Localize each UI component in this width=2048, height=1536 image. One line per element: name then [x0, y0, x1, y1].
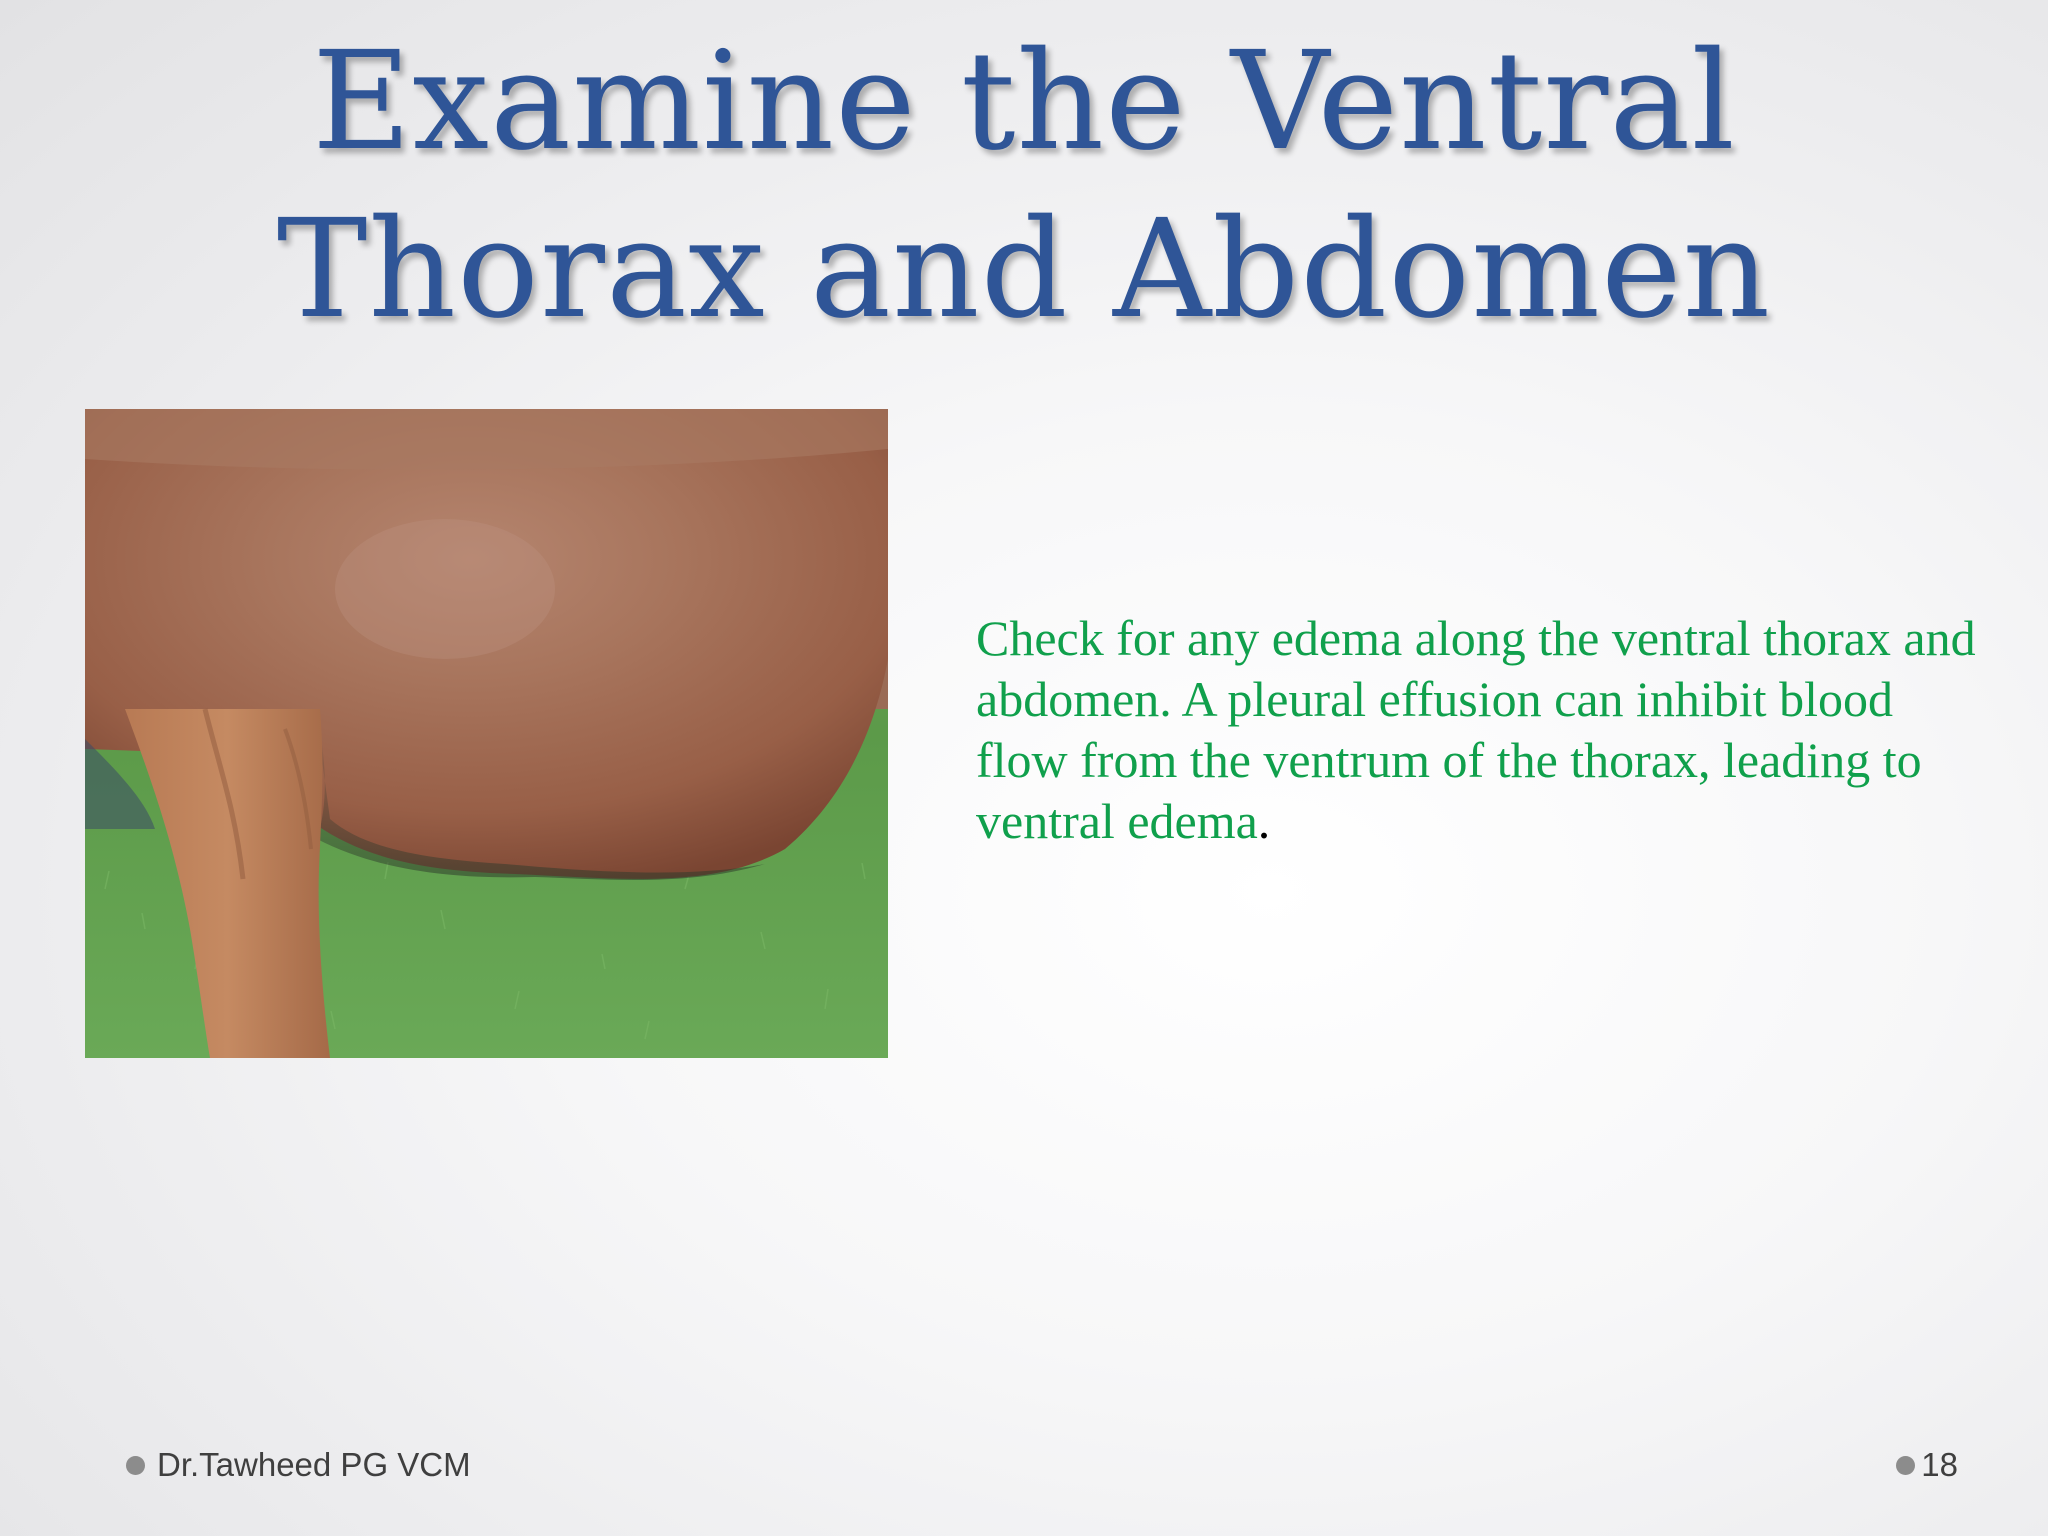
body-text-period: . — [1257, 793, 1271, 849]
title-line-1: Examine the Ventral — [312, 23, 1736, 181]
body-text-main: Check for any edema along the ventral thorax and abdomen. A pleural effusion can inhibit blood flow from the ventrum of the thorax, leading to ventral edema — [976, 610, 1976, 849]
slide-number — [1896, 1446, 1958, 1484]
page-bullet-icon — [1896, 1456, 1915, 1475]
footer-author — [126, 1446, 471, 1484]
slide-title — [0, 18, 2048, 354]
footer-author-text: Dr.Tawheed PG VCM — [157, 1446, 471, 1483]
horse-abdomen-photo — [85, 409, 888, 1058]
footer-bullet-icon — [126, 1456, 145, 1475]
title-line-2: Thorax and Abdomen — [276, 191, 1772, 349]
slide-number-text: 18 — [1921, 1446, 1958, 1483]
body-text — [976, 608, 1996, 852]
